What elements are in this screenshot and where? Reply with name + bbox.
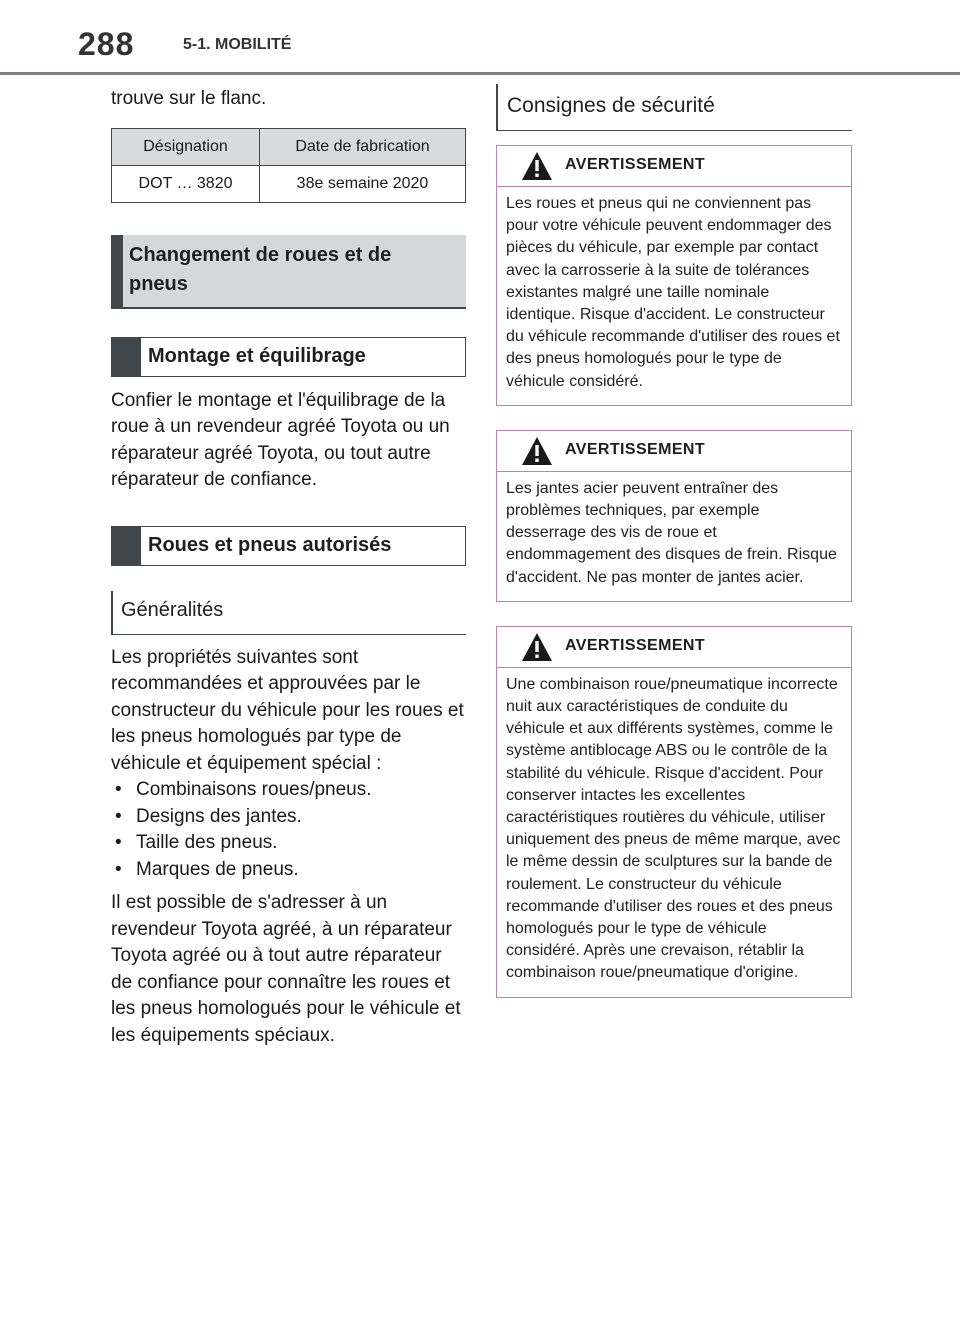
- subheading-generalites: Généralités: [111, 591, 466, 635]
- warning-text: Les roues et pneus qui ne conviennent pas pour votre véhicule peuvent endommager des pièces du véhicule, par exemple par contact avec la carrosserie à la suite de tolérances existantes malgré une taille nominale identique. Risque d'accident. Le constructeur du véhicule recommande d'utiliser des roues et des pneus homologués pour le type de véhicule considéré.: [506, 195, 840, 390]
- subheading-marker: [112, 338, 141, 376]
- generalites-paragraph: Les propriétés suivantes sont recommandées et approuvées par le constructeur du véhicule pour les roues et les pneus homologués par type de véhicule et équipement spécial :: [111, 646, 464, 774]
- warning-box: [496, 145, 852, 406]
- warning-text: Une combinaison roue/pneumatique incorrecte nuit aux caractéristiques de conduite du véhicule et aux différents systèmes, comme le système antiblocage ABS ou le contrôle de la stabilité du véhicule. Risque d'accident. Pour conserver intactes les excellentes caractéristiques routières du véhicule, utiliser uniquement des pneus de même marque, avec le même dessin de sculptures sur la bande de roulement. Le constructeur du véhicule recommande d'utiliser des roues et des pneus homologués pour le type de véhicule considéré. Après une crevaison, rétablir la combinaison roue/pneumatique d'origine.: [506, 675, 841, 982]
- montage-paragraph: Confier le montage et l'équilibrage de la roue à un revendeur agréé Toyota ou un réparateur agréé Toyota, ou tout autre réparateur de confiance.: [111, 389, 450, 490]
- intro-text: trouve sur le flanc.: [111, 88, 267, 109]
- warning-title: AVERTISSEMENT: [565, 636, 706, 654]
- warning-text: Les jantes acier peuvent entraîner des problèmes techniques, par exemple desserrage des vis de roue et endommagement des disques de frein. Risque d'accident. Ne pas monter de jantes acier.: [506, 479, 837, 586]
- warning-box: [496, 430, 852, 602]
- warning-title: AVERTISSEMENT: [565, 440, 706, 458]
- page-number: 288: [78, 26, 135, 62]
- warning-title: AVERTISSEMENT: [565, 156, 706, 173]
- header-divider: [0, 72, 960, 75]
- subheading-marker: [112, 527, 141, 565]
- right-column: [496, 84, 852, 998]
- table-header-cell: Date de fabrication: [260, 128, 466, 165]
- warning-header: [497, 146, 851, 187]
- subheading-label: Montage et équilibrage: [148, 345, 366, 367]
- list-item: • Marques de pneus.: [111, 857, 466, 884]
- section-title: 5-1. MOBILITÉ: [183, 36, 292, 53]
- chapter-heading-line: Changement de roues et de: [129, 243, 392, 266]
- warning-triangle-icon: [521, 631, 553, 663]
- warning-triangle-icon: [521, 150, 553, 182]
- warning-triangle-icon: [521, 435, 553, 467]
- safety-heading: Consignes de sécurité: [496, 84, 852, 131]
- table-cell: 38e semaine 2020: [260, 165, 466, 202]
- list-item: • Taille des pneus.: [111, 830, 466, 857]
- subheading-roues: [111, 526, 466, 566]
- list-item: • Combinaisons roues/pneus.: [111, 777, 466, 804]
- table-cell: DOT … 3820: [112, 165, 260, 202]
- chapter-heading-line: pneus: [129, 272, 188, 295]
- requirements-list: [111, 777, 466, 883]
- dot-table: [111, 128, 466, 203]
- page-header: [0, 0, 960, 76]
- subheading-montage: [111, 337, 466, 377]
- warning-header: [497, 431, 851, 472]
- table-header-cell: Désignation: [112, 128, 260, 165]
- table-header-row: [112, 128, 466, 165]
- subheading-label: Roues et pneus autorisés: [148, 534, 392, 556]
- closing-paragraph: Il est possible de s'adresser à un revendeur Toyota agréé, à un réparateur Toyota agréé ou à tout autre réparateur de confiance pour connaître les roues et les pneus homologués pour le véhicule et les équipements spéciaux.: [111, 892, 461, 1046]
- chapter-heading: [111, 235, 466, 309]
- warning-box: [496, 626, 852, 998]
- list-item: • Designs des jantes.: [111, 804, 466, 831]
- warning-header: [497, 627, 851, 668]
- table-row: [112, 165, 466, 202]
- left-column: [111, 84, 466, 1049]
